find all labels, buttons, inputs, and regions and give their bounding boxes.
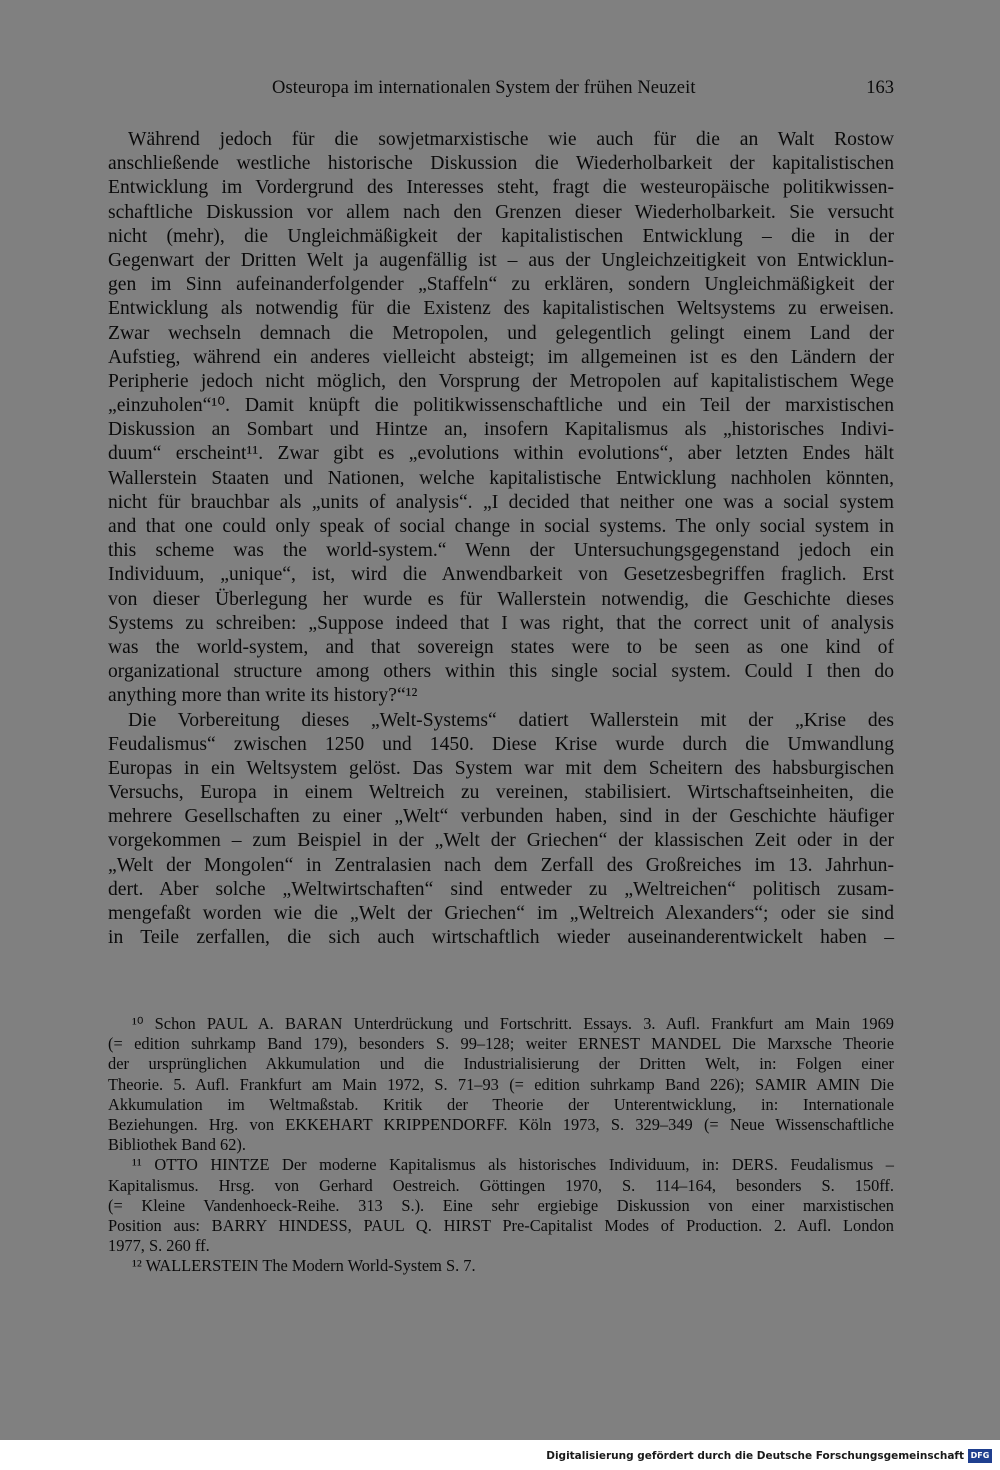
body-line: von dieser Überlegung her wurde es für Wallerstein notwendig, die Geschichte dieses: [108, 588, 894, 610]
body-line: Entwicklung als notwendig für die Existenz des kapitalistischen Weltsystems zu erweisen.: [108, 298, 894, 320]
body-line: mehrere Gesellschaften zu einer „Welt“ verbunden haben, sind in der Geschichte häufiger: [108, 806, 894, 828]
body-line: Zwar wechseln demnach die Metropolen, und gelegentlich gelingt einem Land der: [108, 322, 894, 344]
footnote-line: (= edition suhrkamp Band 179), besonders S. 99–128; weiter ERNEST MANDEL Die Marxsche Theorie: [108, 1034, 894, 1054]
footnote-line: Akkumulation im Weltmaßstab. Kritik der Theorie der Unterentwicklung, in: Internationale: [108, 1094, 894, 1114]
body-line: Europas in ein Weltsystem gelöst. Das System war mit dem Scheitern des habsburgischen: [108, 757, 894, 779]
footnote-line: der ursprünglichen Akkumulation und die Industrialisierung der Dritten Welt, in: Folgen einer: [108, 1054, 894, 1074]
footnote-line: Beziehungen. Hrg. von EKKEHART KRIPPENDORFF. Köln 1973, S. 329–349 (= Neue Wissenschaftliche: [108, 1114, 894, 1134]
body-line: vorgekommen – zum Beispiel in der „Welt der Griechen“ der klassischen Zeit oder in der: [108, 830, 894, 852]
body-line: Versuchs, Europa in einem Weltreich zu vereinen, stabilisiert. Wirtschaftseinheiten, die: [108, 782, 894, 804]
digitization-footer: [0, 1440, 1000, 1470]
footnote-line: Position aus: BARRY HINDESS, PAUL Q. HIRST Pre-Capitalist Modes of Production. 2. Aufl. London: [108, 1215, 894, 1235]
footnote-line: ¹⁰ Schon PAUL A. BARAN Unterdrückung und Fortschritt. Essays. 3. Aufl. Frankfurt am Main 1969: [132, 1014, 894, 1033]
body-line: Individuum, „unique“, ist, wird die Anwendbarkeit von Gesetzesbegriffen fraglich. Erst: [108, 564, 894, 586]
body-line: Wallerstein Staaten und Nationen, welche kapitalistische Entwicklung nachholen könnten,: [108, 467, 894, 489]
body-line: Peripherie jedoch nicht möglich, den Vorsprung der Metropolen auf kapitalistischem Wege: [108, 370, 894, 392]
body-line: duum“ erscheint¹¹. Zwar gibt es „evolutions within evolutions“, aber letzten Endes hält: [108, 443, 894, 465]
running-title: Osteuropa im internationalen System der frühen Neuzeit: [272, 78, 696, 98]
body-line: nicht (mehr), die Ungleichmäßigkeit der kapitalistischen Entwicklung – die in der: [108, 225, 894, 247]
footnote-line: 1977, S. 260 ff.: [108, 1236, 210, 1256]
body-line: „Welt der Mongolen“ in Zentralasien nach dem Zerfall des Großreiches im 13. Jahrhun-: [108, 854, 894, 876]
body-line: „einzuholen“¹⁰. Damit knüpft die politikwissenschaftliche und ein Teil der marxistischen: [108, 395, 894, 417]
body-line: Diskussion an Sombart und Hintze an, insofern Kapitalismus als „historisches Indivi-: [108, 419, 894, 441]
body-line: Entwicklung im Vordergrund des Interesses steht, fragt die westeuropäische politikwissen-: [108, 177, 894, 199]
dfg-logo-icon: DFG: [968, 1449, 992, 1463]
footnote-line: Bibliothek Band 62).: [108, 1135, 246, 1155]
page-number: 163: [866, 78, 894, 98]
body-line: organizational structure among others within this single social system. Could I then do: [108, 661, 894, 683]
body-line: mengefaßt worden wie die „Welt der Griechen“ im „Weltreich Alexanders“; oder sie sind: [108, 903, 894, 924]
body-line: and that one could only speak of social change in social systems. The only social system in: [108, 516, 894, 537]
body-line: Während jedoch für die sowjetmarxistische wie auch für die an Walt Rostow: [128, 129, 894, 150]
body-line: gen im Sinn aufeinanderfolgender „Staffeln“ zu erklären, sondern Ungleichmäßigkeit der: [108, 274, 894, 296]
footnote-line: ¹² WALLERSTEIN The Modern World-System S. 7.: [132, 1256, 476, 1276]
footnote-line: Theorie. 5. Aufl. Frankfurt am Main 1972, S. 71–93 (= edition suhrkamp Band 226); SAMIR AMIN Die: [108, 1074, 894, 1094]
running-head: [108, 76, 894, 100]
body-line: anything more than write its history?“¹²: [108, 685, 418, 707]
funding-credit: Digitalisierung gefördert durch die Deutsche Forschungsgemeinschaft: [546, 1450, 964, 1462]
body-line: Gegenwart der Dritten Welt ja augenfällig ist – aus der Ungleichzeitigkeit von Entwicklun-: [108, 249, 894, 271]
body-line: in Teile zerfallen, die sich auch wirtschaftlich wieder auseinanderentwickelt haben –: [108, 927, 894, 949]
body-line: Aufstieg, während ein anderes vielleicht absteigt; im allgemeinen ist es den Ländern der: [108, 346, 894, 368]
body-line: nicht für brauchbar als „units of analysis“. „I decided that neither one was a social system: [108, 491, 894, 513]
footnote-line: (= Kleine Vandenhoeck-Reihe. 313 S.). Eine sehr ergiebige Diskussion von einer marxistischen: [108, 1195, 894, 1215]
body-line: dert. Aber solche „Weltwirtschaften“ sind entweder zu „Weltreichen“ politisch zusam-: [108, 878, 894, 900]
body-line: this scheme was the world-system.“ Wenn der Untersuchungsgegenstand jedoch ein: [108, 540, 894, 562]
body-line: Feudalismus“ zwischen 1250 und 1450. Diese Krise wurde durch die Umwandlung: [108, 733, 894, 755]
body-line: Die Vorbereitung dieses „Welt-Systems“ datiert Wallerstein mit der „Krise des: [128, 709, 894, 731]
body-line: schaftliche Diskussion vor allem nach den Grenzen dieser Wiederholbarkeit. Sie versucht: [108, 201, 894, 223]
body-text: [108, 128, 894, 950]
body-line: Systems zu schreiben: „Suppose indeed that I was right, that the correct unit of analysis: [108, 612, 894, 634]
footnote-line: ¹¹ OTTO HINTZE Der moderne Kapitalismus als historisches Individuum, in: DERS. Feudalismus –: [132, 1155, 894, 1175]
footnotes: [108, 1014, 894, 1276]
body-line: anschließende westliche historische Diskussion die Wiederholbarkeit der kapitalistischen: [108, 153, 894, 175]
footnote-line: Kapitalismus. Hrsg. von Gerhard Oestreich. Göttingen 1970, S. 114–164, besonders S. 150ff.: [108, 1175, 894, 1195]
body-line: was the world-system, and that sovereign states were to be seen as one kind of: [108, 636, 894, 658]
